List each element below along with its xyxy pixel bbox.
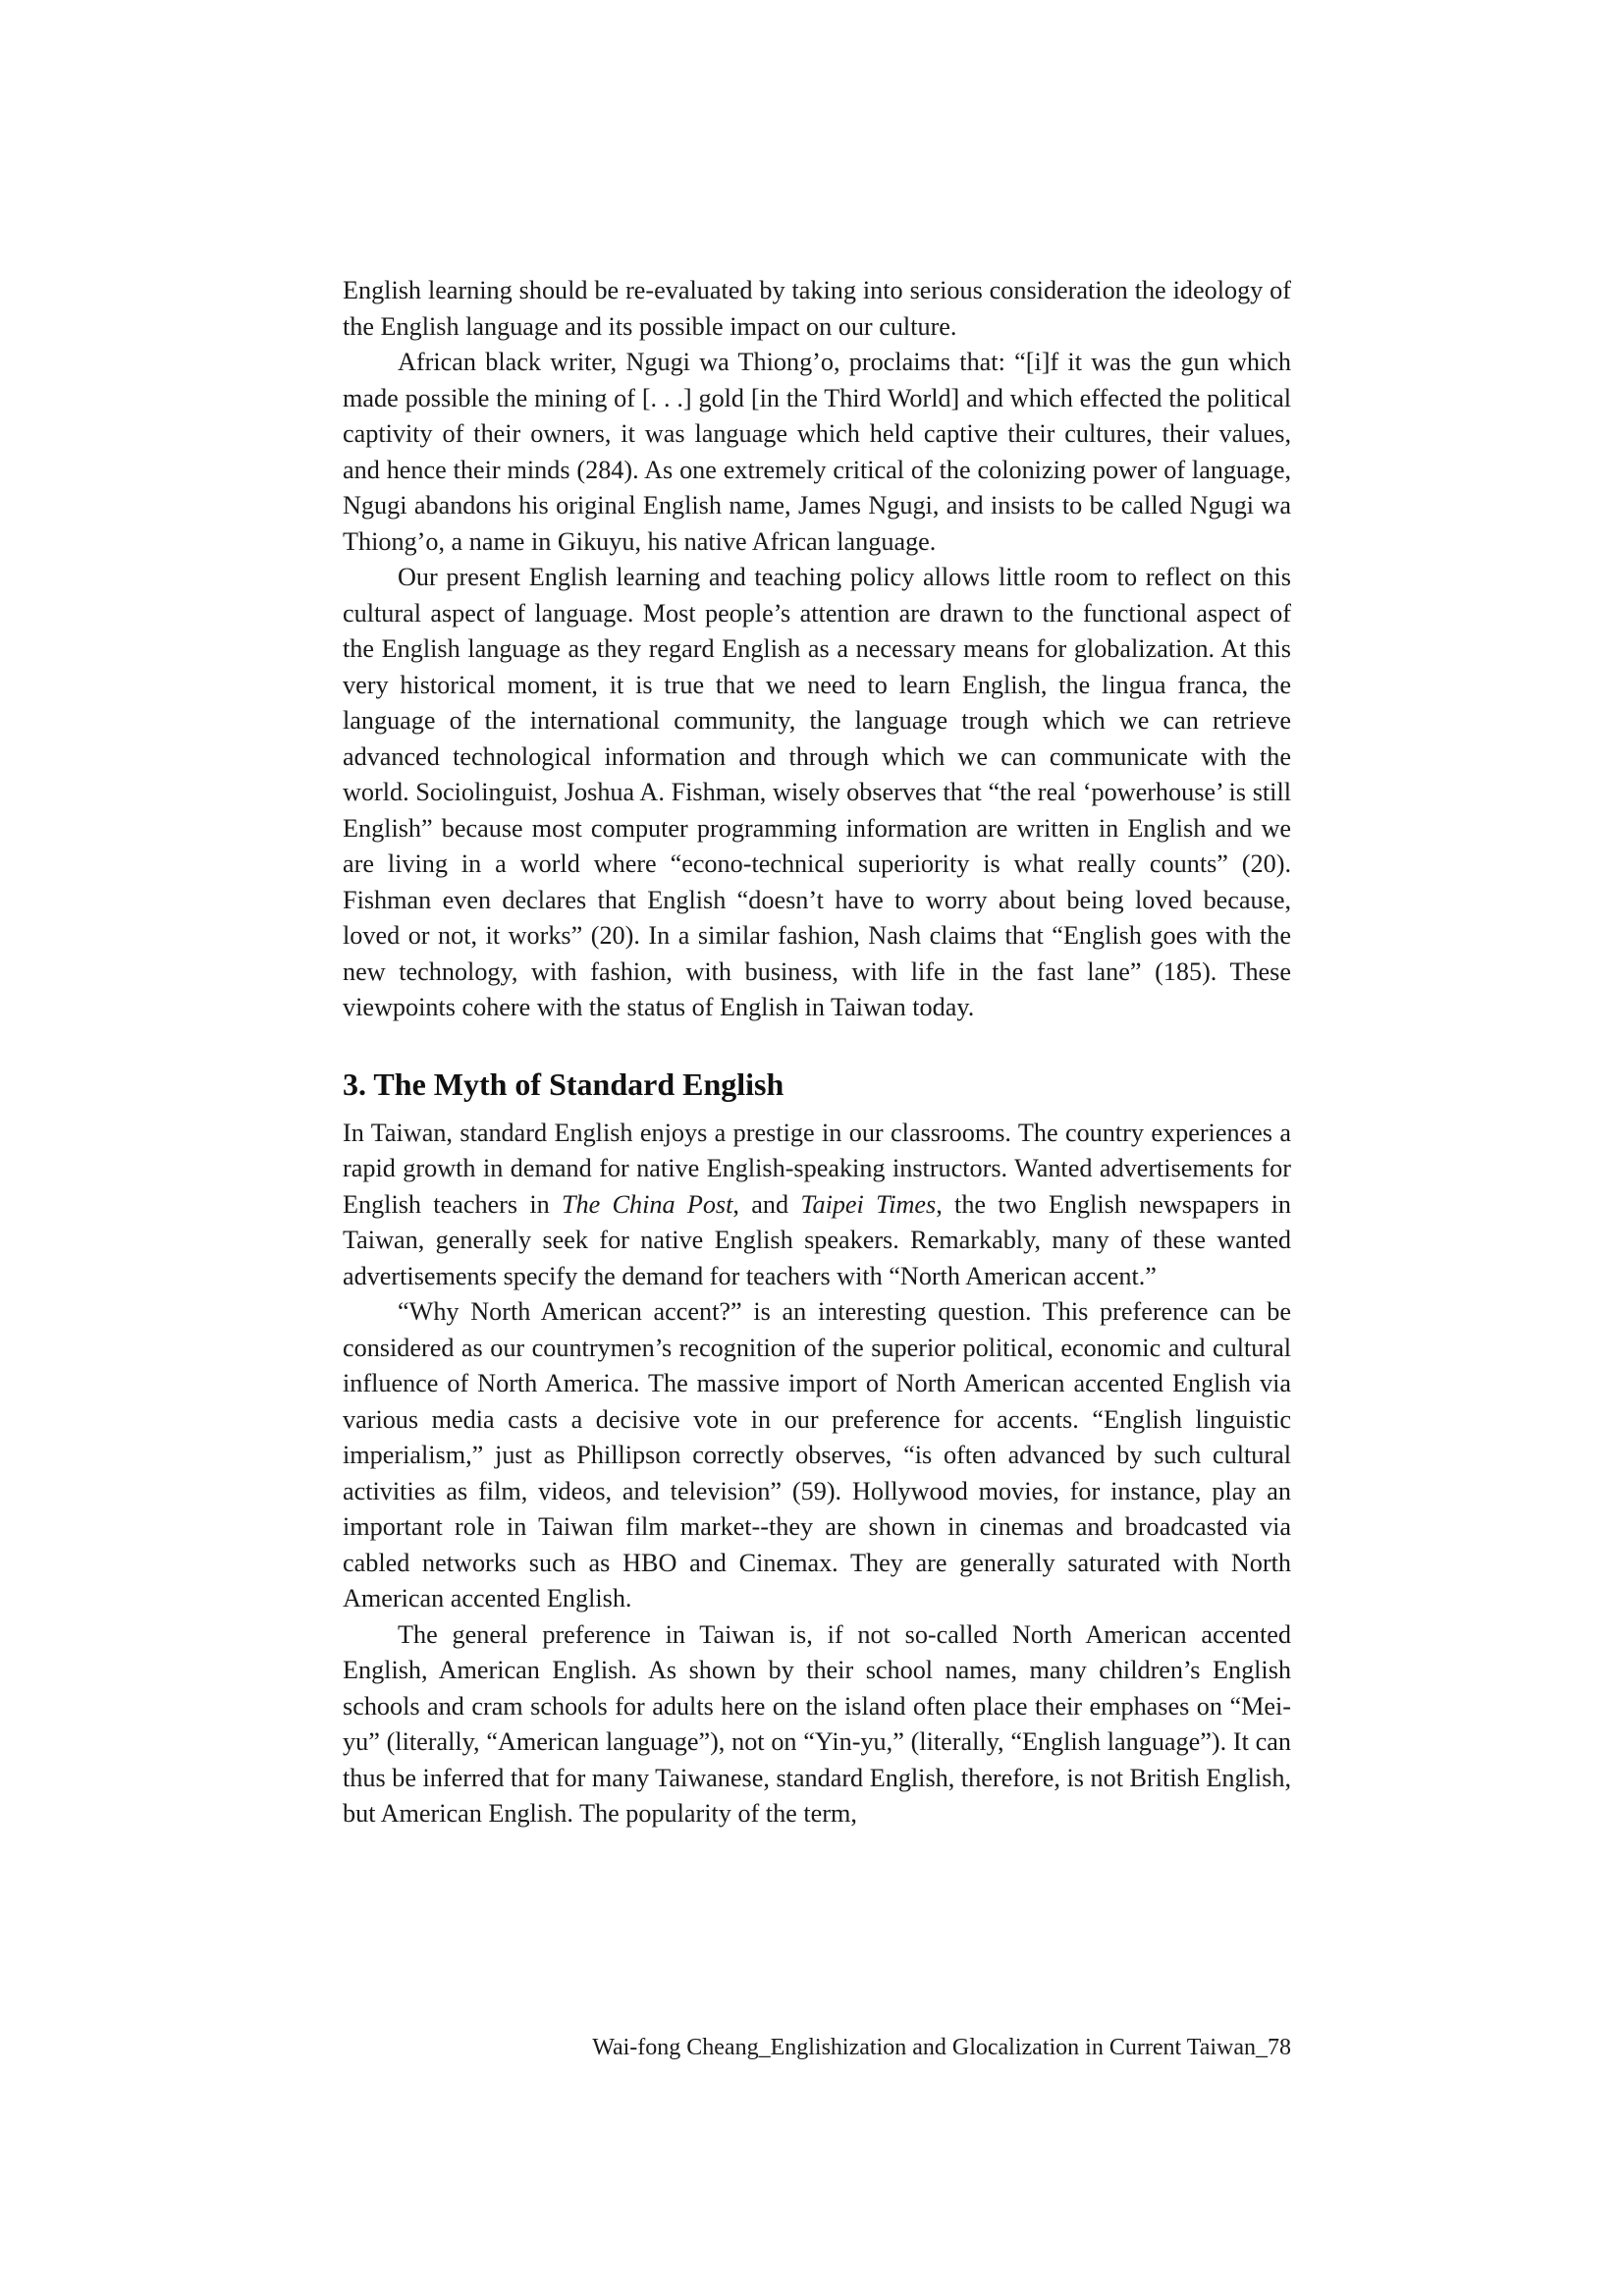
paragraph-english-learning-policy: Our present English learning and teaching policy allows little room to reflect on this cultural aspect of language. Most people’s attention are drawn to the functional aspect of the English language as they regard English as a necessary means for globalization. At this very historical moment, it is true that we need to learn English, the lingua franca, the language of the international community, the language trough which we can retrieve advanced technological information and through which we can communicate with the world. Sociolinguist, Joshua A. Fishman, wisely observes that “the real ‘powerhouse’ is still English” because most computer programming information are written in English and we are living in a world where “econo-technical superiority is what really counts” (20). Fishman even declares that English “doesn’t have to worry about being loved because, loved or not, it works” (20). In a similar fashion, Nash claims that “English goes with the new technology, with fashion, with business, with life in the fast lane” (185). These viewpoints cohere with the status of English in Taiwan today.	[343, 563, 1291, 1021]
page-footer: Wai-fong Cheang_Englishization and Glocalization in Current Taiwan_78	[592, 2035, 1291, 2060]
page-body	[343, 273, 1291, 1832]
paragraph-american-english-preference: The general preference in Taiwan is, if not so-called North American accented English, American English. As shown by their school names, many children’s English schools and cram schools for adults here on the island often place their emphases on “Mei-yu” (literally, “American language”), not on “Yin-yu,” (literally, “English language”). It can thus be inferred that for many Taiwanese, standard English, therefore, is not British English, but American English. The popularity of the term,	[343, 1619, 1291, 1828]
paragraph-intro-continuation: English learning should be re-evaluated by taking into serious consideration the ideology of the English language and its possible impact on our culture.	[343, 276, 1291, 341]
section-heading: 3. The Myth of Standard English	[343, 1066, 784, 1102]
paragraph-text-part: , the two English newspapers in Taiwan, generally seek for native English speakers. Remarkably, many of these wanted advertisements specify the demand for teachers with “North American accent.”	[343, 1189, 1291, 1290]
paragraph-text-part: In Taiwan, standard English enjoys a prestige in our classrooms. The country experiences a rapid growth in demand for native English-speaking instructors. Wanted advertisements for English teachers in	[343, 1118, 1291, 1219]
newspaper-title-china-post: The China Post	[561, 1189, 733, 1219]
newspaper-title-taipei-times: Taipei Times	[800, 1189, 937, 1219]
paragraph-text-part: , and	[732, 1189, 801, 1219]
paragraph-north-american-accent: “Why North American accent?” is an interesting question. This preference can be considered as our countrymen’s recognition of the superior political, economic and cultural influence of North America. The massive import of North American accented English via various media casts a decisive vote in our preference for accents. “English linguistic imperialism,” just as Phillipson correctly observes, “is often advanced by such cultural activities as film, videos, and television” (59). Hollywood movies, for instance, play an important role in Taiwan film market--they are shown in cinemas and broadcasted via cabled networks such as HBO and Cinemax. They are generally saturated with North American accented English.	[343, 1297, 1291, 1613]
paragraph-standard-english-prestige	[343, 1116, 1291, 1295]
paragraph-ngugi-quote: African black writer, Ngugi wa Thiong’o, proclaims that: “[i]f it was the gun which made possible the mining of [. . .] gold [in the Third World] and which effected the political captivity of their owners, it was language which held captive their cultures, their values, and hence their minds (284). As one extremely critical of the colonizing power of language, Ngugi abandons his original English name, James Ngugi, and insists to be called Ngugi wa Thiong’o, a name in Gikuyu, his native African language.	[343, 348, 1291, 556]
